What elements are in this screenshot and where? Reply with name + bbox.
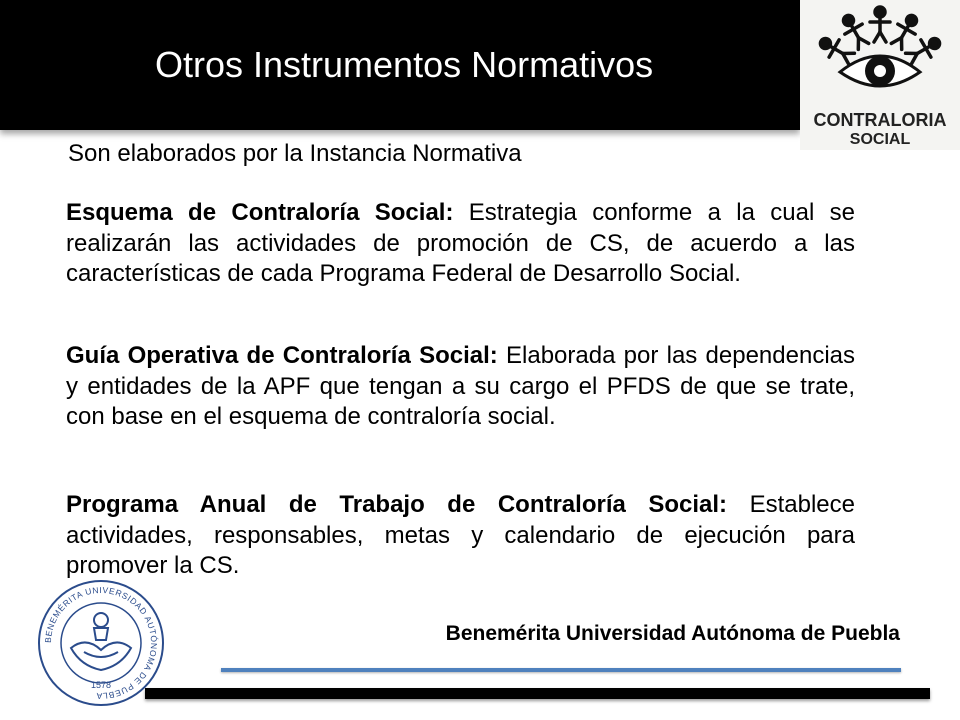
- slide-title: Otros Instrumentos Normativos: [155, 44, 654, 85]
- definition-text: Elaborada por las dependencias y entidades de la APF que tengan a su cargo el PFDS de que se trate, con base en el esquema de contraloría social.: [66, 342, 855, 430]
- contraloria-social-logo: [800, 0, 960, 150]
- footer-bar: [145, 688, 930, 699]
- logo-text-contraloria: CONTRALORIA: [813, 110, 947, 130]
- definition-paragraph: [66, 198, 855, 290]
- university-name: Benemérita Universidad Autónoma de Puebla: [445, 622, 900, 645]
- definition-text: Establece actividades, responsables, metas y calendario de ejecución para promover la CS.: [66, 491, 855, 579]
- subtitle: Son elaborados por la Instancia Normativa: [68, 140, 522, 167]
- definition-paragraph: [66, 490, 855, 582]
- definition-term: Programa Anual de Trabajo de Contraloría Social:: [66, 491, 728, 518]
- seal-year: 1578: [90, 680, 112, 690]
- title-banner: [0, 0, 800, 130]
- definition-term: Esquema de Contraloría Social:: [66, 199, 454, 226]
- logo-text-social: SOCIAL: [849, 131, 911, 148]
- definition-paragraph: [66, 341, 855, 433]
- footer-accent-line: [221, 668, 901, 672]
- seal-ring-text: BENEMÉRITA UNIVERSIDAD AUTÓNOMA DE PUEBLA: [42, 584, 160, 702]
- definition-term: Guía Operativa de Contraloría Social:: [66, 342, 498, 369]
- definition-text: Estrategia conforme a la cual se realizarán las actividades de promoción de CS, de acuerdo a las características de cada Programa Federal de Desarrollo Social.: [66, 199, 855, 287]
